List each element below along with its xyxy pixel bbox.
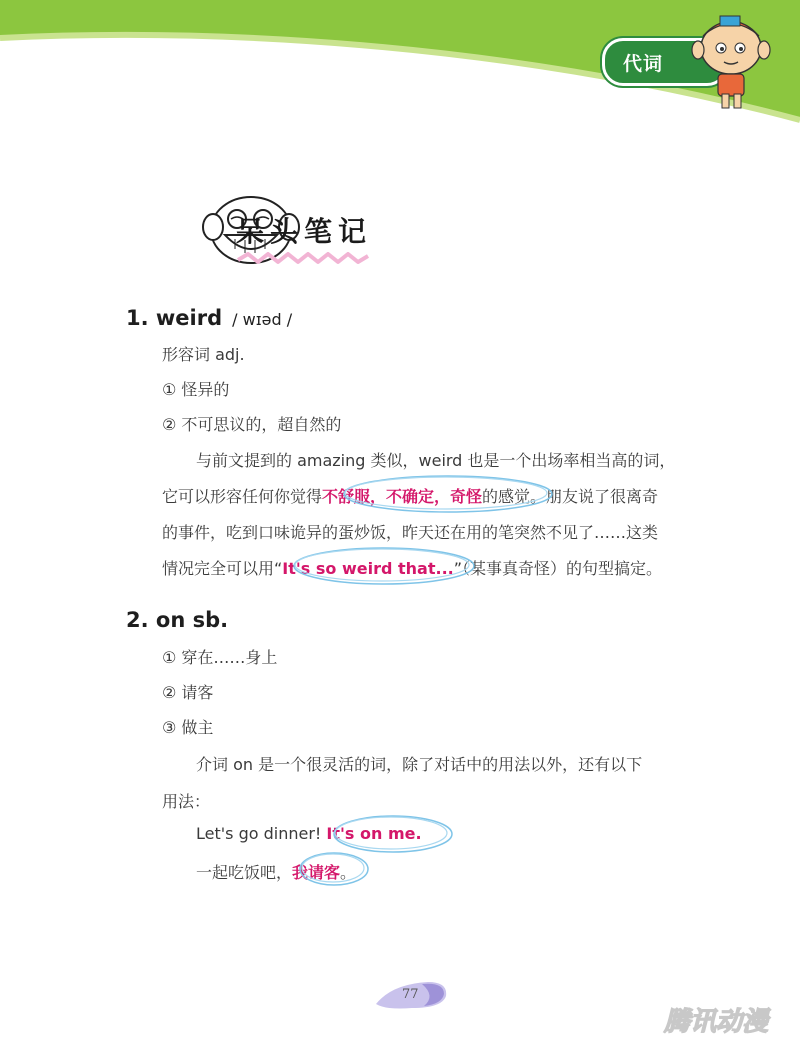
page-number: 77 <box>402 987 419 1002</box>
section-title: 呆头笔记 <box>236 215 373 248</box>
entry1-highlight-pattern: It's so weird that... <box>282 559 454 578</box>
entry2-sense2: ② 请客 <box>162 683 214 702</box>
entry2-sense1: ① 穿在……身上 <box>162 648 278 667</box>
entry1-sense1: ① 怪异的 <box>162 380 230 399</box>
entry1-word: 1. weird <box>126 306 223 330</box>
zigzag-underline <box>236 252 370 266</box>
entry1-pos: 形容词 adj. <box>162 345 245 364</box>
entry2-sense3: ③ 做主 <box>162 718 214 737</box>
entry1-highlight-feelings: 不舒服，不确定，奇怪 <box>322 487 483 506</box>
entry2-highlight-treat: 我请客 <box>292 863 341 882</box>
entry1-para-line4-a: 情况完全可以用“ <box>162 559 283 578</box>
entry1-para-line2-b: 的感觉。朋友说了很离奇 <box>482 487 659 506</box>
tencent-comic-watermark-logo <box>660 1002 788 1038</box>
highlight-loop-4 <box>296 849 372 889</box>
highlight-loop-1 <box>340 472 556 516</box>
entry2-example-cn-b: 。 <box>340 863 357 882</box>
chapter-tag-label: 代词 <box>623 53 664 75</box>
entry2-para-line2: 用法： <box>162 792 211 811</box>
entry1-heading <box>126 306 292 330</box>
svg-text:腾讯动漫: 腾讯动漫 <box>664 1007 769 1037</box>
entry1-para-line2-a: 它可以形容任何你觉得 <box>162 487 323 506</box>
entry2-para-line1: 介词 on 是一个很灵活的词，除了对话中的用法以外，还有以下 <box>196 755 643 774</box>
page-number-badge <box>372 978 452 1012</box>
mascot-boy-icon <box>676 8 786 113</box>
entry2-highlight-on-me: It's on me. <box>326 824 422 843</box>
entry2-heading: 2. on sb. <box>126 608 229 632</box>
entry2-example-en-a: Let's go dinner! <box>196 824 327 843</box>
entry2-example-cn-a: 一起吃饭吧， <box>196 863 293 882</box>
entry1-sense2: ② 不可思议的，超自然的 <box>162 415 342 434</box>
entry1-para-line4-b: ”（某事真奇怪）的句型搞定。 <box>453 559 663 578</box>
entry1-para-line3: 的事件，吃到口味诡异的蛋炒饭，昨天还在用的笔突然不见了……这类 <box>162 523 659 542</box>
entry1-para-line1: 与前文提到的 amazing 类似，weird 也是一个出场率相当高的词， <box>196 451 676 470</box>
highlight-loop-2 <box>290 544 478 588</box>
entry1-phonetic: / wɪəd / <box>232 310 293 329</box>
